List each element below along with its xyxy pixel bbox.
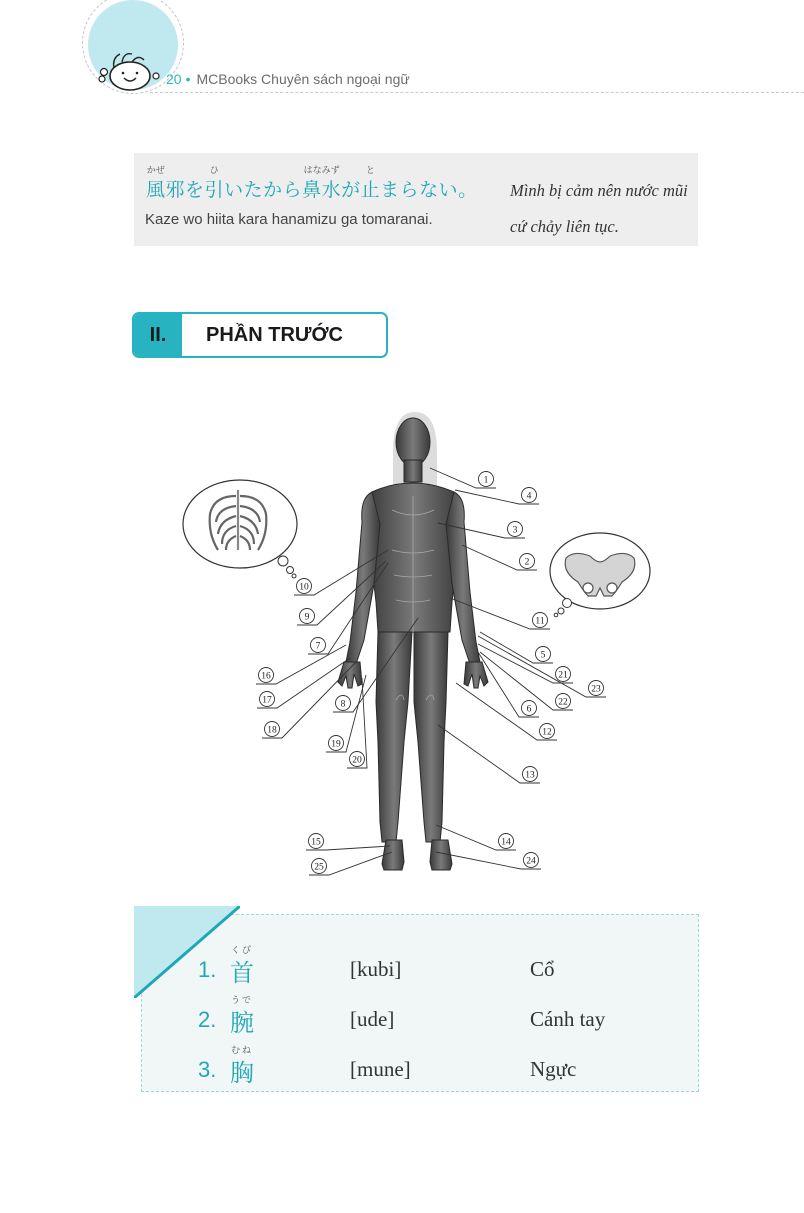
vocab-number: 2. xyxy=(198,1007,217,1032)
callout-number: 24 xyxy=(526,856,536,867)
example-vietnamese: Mình bị cảm nên nước mũi cứ chảy liên tục. xyxy=(510,181,688,236)
example-segment: いたから xyxy=(224,179,303,201)
callout-number: 1 xyxy=(483,475,489,486)
callout-number: 20 xyxy=(352,755,362,766)
callout-label xyxy=(462,545,537,570)
callout-number: 16 xyxy=(261,671,271,682)
callout-label xyxy=(438,725,540,783)
callout-number: 4 xyxy=(526,491,532,502)
vocab-furigana: くび xyxy=(230,946,253,956)
bubble-dot xyxy=(287,567,294,574)
section-number: II. xyxy=(134,314,182,356)
callout-label xyxy=(309,852,392,875)
bubble-dot xyxy=(563,599,572,608)
callout-number: 22 xyxy=(558,697,568,708)
vocab-number: 3. xyxy=(198,1057,217,1082)
callout-number: 15 xyxy=(311,837,321,848)
vocab-corner-ribbon xyxy=(134,906,240,998)
callout-number: 14 xyxy=(501,837,511,848)
callout-label xyxy=(478,644,573,683)
callout-number: 2 xyxy=(524,557,530,568)
vocab-kanji: 腕 xyxy=(230,1009,254,1037)
mascot-icon xyxy=(96,46,160,92)
callout-label xyxy=(430,468,496,488)
bubble-dot xyxy=(558,608,564,614)
callout-number: 8 xyxy=(340,699,346,710)
example-segment: 止 と xyxy=(361,175,381,202)
vocab-romaji: [mune] xyxy=(350,1057,411,1081)
human-body-silhouette xyxy=(338,418,488,870)
bubble-dot xyxy=(554,613,558,617)
vocab-item xyxy=(142,1045,700,1085)
example-segment: が xyxy=(341,179,361,201)
vocab-kanji: 首 xyxy=(230,959,254,987)
callout-label xyxy=(306,834,390,851)
example-sentence-box xyxy=(134,153,698,246)
callout-label xyxy=(347,678,367,768)
callout-number: 6 xyxy=(526,704,532,715)
example-furigana: はなみず xyxy=(303,166,340,176)
callout-number: 13 xyxy=(525,770,535,781)
example-romaji: Kaze wo hiita kara hanamizu ga tomaranai. xyxy=(145,211,433,228)
vocab-meaning: Cánh tay xyxy=(530,1007,606,1031)
bubble-dot xyxy=(292,574,296,578)
callout-leader-line xyxy=(478,636,606,697)
section-title: PHẦN TRƯỚC xyxy=(206,324,343,346)
callout-number: 5 xyxy=(540,650,546,661)
running-header xyxy=(166,71,410,87)
vocab-romaji: [ude] xyxy=(350,1007,395,1031)
vocab-kanji: 胸 xyxy=(230,1059,254,1087)
callout-number: 25 xyxy=(314,862,324,873)
callout-number: 21 xyxy=(558,670,568,681)
example-japanese xyxy=(146,166,478,202)
bubble-dot xyxy=(278,556,288,566)
vocab-number: 1. xyxy=(198,957,217,982)
callout-number: 10 xyxy=(299,582,309,593)
publisher-name: MCBooks Chuyên sách ngoại ngữ xyxy=(196,71,410,87)
header-dashed-rule xyxy=(150,92,804,93)
callout-label xyxy=(455,488,539,505)
anatomy-figure xyxy=(0,400,804,890)
callout-label xyxy=(478,636,606,697)
vocab-item xyxy=(142,995,700,1035)
example-furigana: かぜ xyxy=(146,166,165,176)
example-segment: 風 かぜ xyxy=(146,175,166,202)
example-segment: 引 ひ xyxy=(205,175,225,202)
callout-number: 7 xyxy=(315,641,321,652)
callout-number: 11 xyxy=(535,616,545,627)
example-segment: 鼻水 はなみず xyxy=(302,175,341,202)
vocab-furigana: うで xyxy=(230,996,253,1006)
example-segment: まらない。 xyxy=(380,179,478,201)
example-furigana: と xyxy=(365,166,375,176)
callout-number: 3 xyxy=(512,525,518,536)
callout-number: 17 xyxy=(262,695,272,706)
vocab-meaning: Ngực xyxy=(530,1057,577,1081)
vocab-furigana: むね xyxy=(230,1046,253,1056)
callout-number: 9 xyxy=(304,612,310,623)
section-heading xyxy=(132,312,388,358)
callout-label xyxy=(480,632,553,663)
page-number: 20 xyxy=(166,71,182,87)
header-bullet: • xyxy=(185,71,191,87)
callout-label xyxy=(478,652,539,717)
example-segment: 邪 xyxy=(165,179,186,201)
callout-number: 12 xyxy=(542,727,552,738)
callout-number: 18 xyxy=(267,725,277,736)
example-segment: を xyxy=(185,179,205,201)
callout-number: 19 xyxy=(331,739,341,750)
callout-label xyxy=(456,683,557,740)
vocab-meaning: Cổ xyxy=(530,957,555,981)
callout-number: 23 xyxy=(591,684,601,695)
callout-label xyxy=(256,645,346,684)
vocab-romaji: [kubi] xyxy=(350,957,402,981)
example-furigana: ひ xyxy=(209,166,219,176)
ribcage-bubble xyxy=(183,480,297,568)
